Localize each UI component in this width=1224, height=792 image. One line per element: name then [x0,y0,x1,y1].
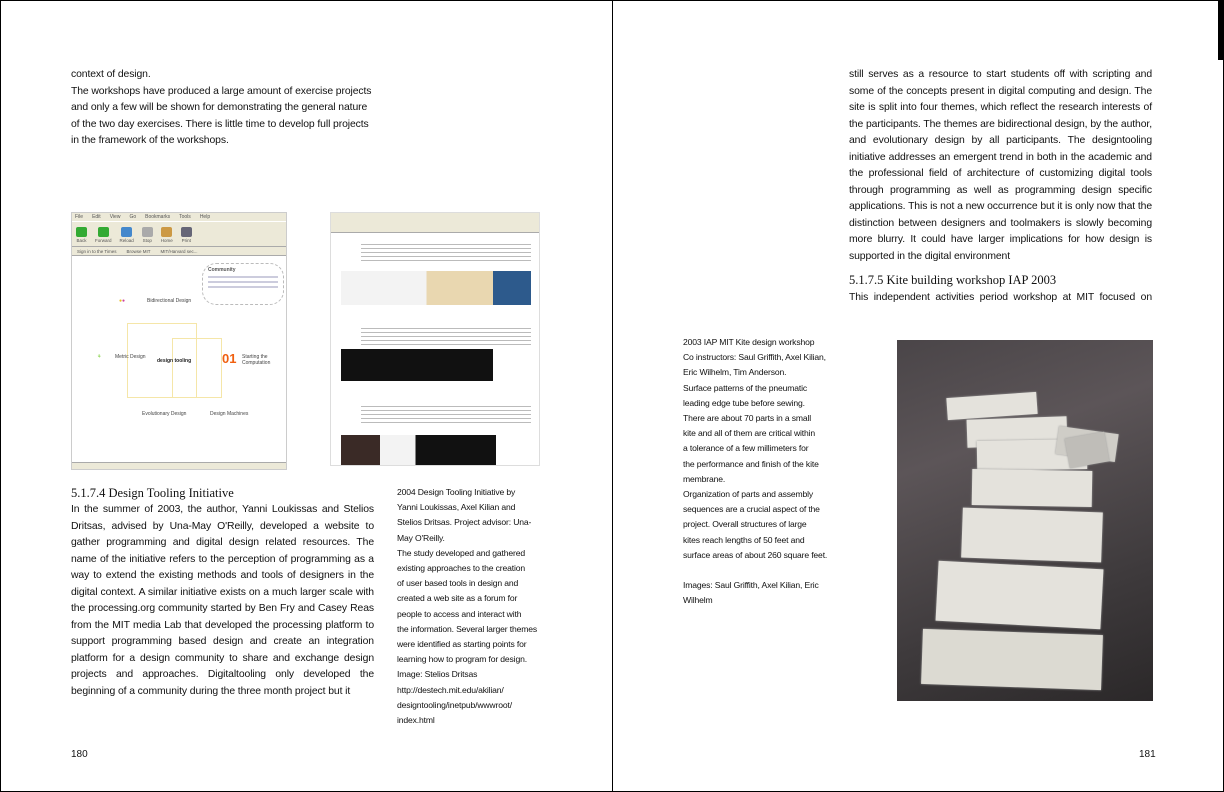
right-body-text: still serves as a resource to start students off with scripting and some of the concepts present in digital computing and design. The site is split into four themes, which reflect the research interests of the participants. The themes are bidirectional design, by the author, and evolutionary design by all participants. The designtooling initiative addresses an emergent trend in both in the academic and the professional field of architecture of customizing digital tools through programming as well as programming design specific applications. This is not a new occurrence but it is only now that the distinction between designers and toolmakers is slowly becoming more blurry. It could have larger implications for how design is supported in the digital environment [849,69,1152,262]
toolbar-button [161,227,173,243]
menu-item: File [75,214,84,220]
caption-line [683,563,843,578]
caption-line: 2004 Design Tooling Initiative by [397,487,516,497]
right-body-text-2: This independent activities period workshop at MIT focused on [849,292,1152,303]
toolbar-button [142,227,153,243]
menu-item: Bookmarks [145,214,171,220]
kite-workshop-caption [683,335,843,609]
toolbar-icon [76,227,87,237]
caption-line: existing approaches to the creation [397,563,526,574]
design-tooling-page-screenshot [330,212,540,466]
theme-bidirectional-icon: ●● [119,298,126,304]
caption-line: Yanni Loukissas, Axel Kilian and [397,502,516,513]
toolbar-button [95,227,112,243]
browser-menubar [72,213,286,221]
caption-line: membrane. [683,473,726,484]
caption-line: project. Overall structures of large [683,519,807,530]
caption-line: created a web site as a forum for [397,593,518,604]
caption-line: learning how to program for design. [397,654,527,665]
text-block [361,241,531,261]
caption-line: kites reach lengths of 50 feet and [683,534,805,545]
caption-line: Wilhelm [683,595,713,606]
kite-parts-photo [897,340,1153,701]
theme-starting-computation: Starting the Computation [242,354,271,366]
theme-design-machines: Design Machines [210,411,249,417]
caption-line: the performance and finish of the kite [683,458,819,469]
toolbar-label: Home [160,238,173,243]
page-gutter-divider [612,0,613,792]
diagram-strip [341,271,531,305]
caption-line: leading edge tube before sewing. [683,397,805,408]
toolbar-label: Stop [142,238,152,243]
toolbar-button [120,227,134,243]
toolbar-label: Reload [119,238,134,243]
caption-line: 2003 IAP MIT Kite design workshop [683,337,815,347]
toolbar-label: Forward [95,238,112,243]
page-number-right: 181 [1139,749,1156,760]
caption-line: Organization of parts and assembly [683,489,814,500]
toolbar-label: Back [76,238,87,243]
browser-toolbar-2 [331,213,539,233]
caption-line: http://destech.mit.edu/akilian/ [397,684,504,695]
toolbar-icon [181,227,192,237]
caption-line: Co instructors: Saul Griffith, Axel Kilian, [683,352,826,363]
caption-line: Surface patterns of the pneumatic [683,382,808,393]
caption-line: The study developed and gathered [397,547,526,558]
horizontal-scrollbar [72,462,286,469]
caption-line: the information. Several larger themes [397,623,537,634]
caption-line: Image: Stelios Dritsas [397,669,478,680]
design-tooling-caption [397,485,547,728]
caption-line: kite and all of them are critical within [683,428,816,439]
community-title: Community [208,267,236,273]
caption-line: sequences are a crucial aspect of the [683,504,820,515]
caption-line: a tolerance of a few millimeters for [683,443,809,454]
number-badge: 01 [222,351,237,366]
bookmark-item: Sign in to the Times [77,249,117,254]
caption-line: surface areas of about 260 square feet. [683,549,828,560]
menu-item: Go [129,214,137,220]
bookmarks-bar [72,247,286,256]
caption-line: Images: Saul Griffith, Axel Kilian, Eric [683,580,819,591]
community-cloud [202,263,284,305]
theme-bidirectional-design: Bidirectional Design [147,298,192,304]
design-tooling-title: design tooling [157,358,192,364]
caption-line: were identified as starting points for [397,639,527,650]
text-block [361,325,531,345]
bookmark-item: MIT/Harvard sec... [160,249,198,254]
theme-metric-design: Metric Design [115,354,146,360]
theme-evolutionary-design: Evolutionary Design [142,411,187,417]
caption-line: people to access and interact with [397,608,522,619]
text-block [361,403,531,425]
section-heading-5-1-7-4: 5.1.7.4 Design Tooling Initiative [71,486,234,500]
caption-line: May O'Reilly. [397,532,445,543]
toolbar-icon [98,227,109,237]
toolbar-button [181,227,192,243]
bookmark-item: Browse MIT [126,249,151,254]
section-heading-5-1-7-5: 5.1.7.5 Kite building workshop IAP 2003 [849,273,1057,287]
image-strip [341,435,496,465]
design-tooling-website-screenshot [71,212,287,470]
black-image-strip [341,349,493,381]
menu-item: Tools [179,214,191,220]
toolbar-icon [121,227,132,237]
toolbar-label: Print [181,238,191,243]
left-body-text: In the summer of 2003, the author, Yanni Loukissas and Stelios Dritsas, advised by Una-May O'Reilly, developed a website to gather programming and digital design related resources. The name of the initiative refers to the perception of programming as a way to extend the existing methods and tools of designers in the digital context. A similar initiative exists on a much larger scale with the processing.org community started by Ben Fry and Casey Reas from the MIT media Lab that developed the processing platform to support programming based design and create an integration platform for a design community to share and exchange design projects and approaches. Digitaltooling only developed the beginning of a community during the three month project but it [71,504,374,697]
caption-line: Eric Wilhelm, Tim Anderson. [683,367,787,378]
caption-line: There are about 70 parts in a small [683,413,812,424]
caption-line: designtooling/inetpub/wwwroot/ [397,699,512,710]
caption-line: of user based tools in design and [397,578,519,589]
page-number-left: 180 [71,749,88,760]
browser-toolbar [72,221,286,247]
dt-logo-outline-2 [172,338,222,398]
toolbar-icon [161,227,172,237]
page-edge-mark [1218,0,1223,60]
theme-metric-icon: ⚘ [97,354,102,360]
caption-line: index.html [397,715,435,726]
menu-item: Edit [92,214,101,220]
intro-paragraph: The workshops have produced a large amount of exercise projects and only a few will be shown for demonstrating the general nature of the two day exercises. There is little time to develop full projects in the framework of the workshops. [71,85,372,146]
menu-item: Help [199,214,211,220]
caption-line: Stelios Dritsas. Project advisor: Una- [397,517,532,528]
menu-item: View [109,214,121,220]
toolbar-icon [142,227,153,237]
left-intro-text [71,67,374,150]
toolbar-button [76,227,87,243]
intro-line: context of design. [71,69,151,80]
